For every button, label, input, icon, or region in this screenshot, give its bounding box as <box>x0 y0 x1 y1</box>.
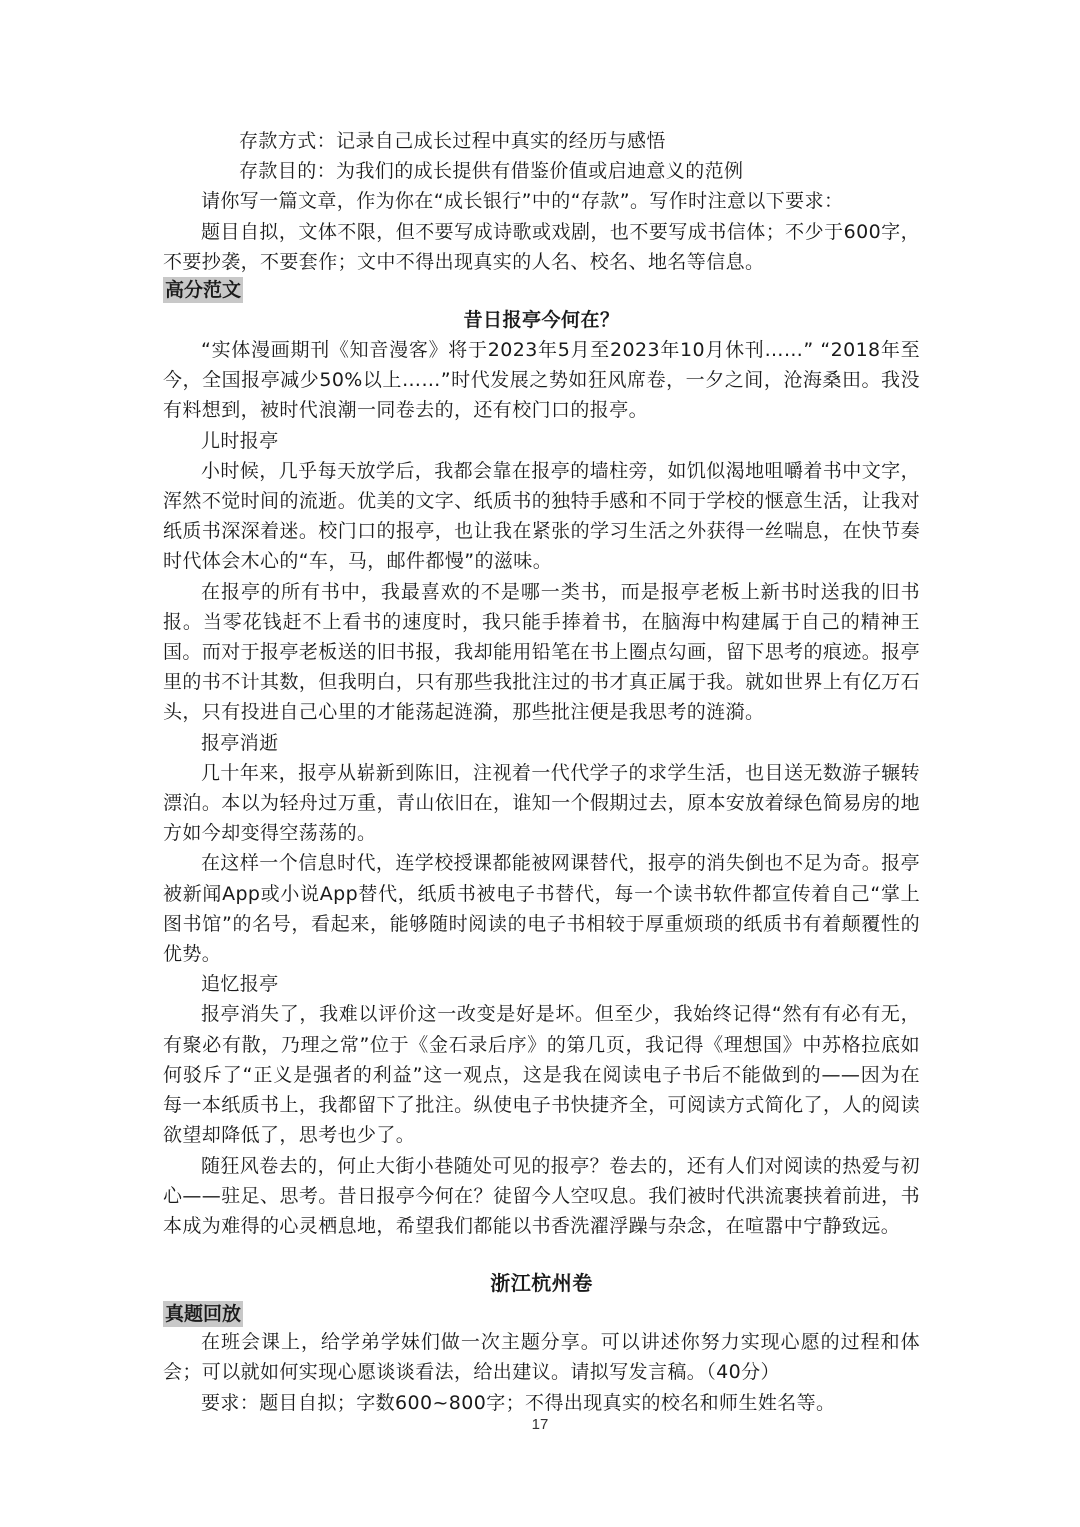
essay-paragraph: “实体漫画期刊《知音漫客》将于2023年5月至2023年10月休刊……” “2018年至今，全国报亭减少50%以上……”时代发展之势如狂风席卷，一夕之间，沧海桑田。我没有料想到，被时代浪潮一同卷去的，还有校门口的报亭。 <box>163 339 920 422</box>
exam-review-label-row <box>163 1301 920 1327</box>
prompt-requirements: 题目自拟，文体不限，但不要写成诗歌或戏剧，也不要写成书信体；不少于600字，不要抄袭，不要套作；文中不得出现真实的人名、校名、地名等信息。 <box>163 220 920 273</box>
essay-paragraph: 在这样一个信息时代，连学校授课都能被网课替代，报亭的消失倒也不足为奇。报亭被新闻App或小说App替代，纸质书被电子书替代，每一个读书软件都宣传着自己“掌上图书馆”的名号，看起来，能够随时阅读的电子书相较于厚重烦琐的纸质书有着颠覆性的优势。 <box>163 852 920 966</box>
essay-title: 昔日报亭今何在？ <box>463 309 620 332</box>
essay-subheading: 追忆报亭 <box>201 973 279 996</box>
deposit-method-line: 存款方式：记录自己成长过程中真实的经历与感悟 <box>239 130 666 152</box>
essay-paragraph: 在报亭的所有书中，我最喜欢的不是哪一类书，而是报亭老板上新书时送我的旧书报。当零花钱赶不上看书的速度时，我只能手捧着书，在脑海中构建属于自己的精神王国。而对于报亭老板送的旧书报，我却能用铅笔在书上圈点勾画，留下思考的痕迹。报亭里的书不计其数，但我明白，只有那些我批注过的书才真正属于我。就如世界上有亿万石头，只有投进自己心里的才能荡起涟漪，那些批注便是我思考的涟漪。 <box>163 580 920 724</box>
section-title: 浙江杭州卷 <box>490 1271 593 1296</box>
exam-prompt: 在班会课上，给学弟学妹们做一次主题分享。可以讲述你努力实现心愿的过程和体会；可以就如何实现心愿谈谈看法，给出建议。请拟写发言稿。（40分） <box>163 1331 920 1384</box>
prompt-instruction: 请你写一篇文章，作为你在“成长银行”中的“存款”。写作时注意以下要求： <box>201 190 844 213</box>
essay-paragraph: 报亭消失了，我难以评价这一改变是好是坏。但至少，我始终记得“然有有必有无，有聚必有散，乃理之常”位于《金石录后序》的第几页，我记得《理想国》中苏格拉底如何驳斥了“正义是强者的利益”这一观点，这是我在阅读电子书后不能做到的——因为在每一本纸质书上，我都留下了批注。纵使电子书快捷齐全，可阅读方式简化了，人的阅读欲望却降低了，思考也少了。 <box>163 1003 920 1147</box>
deposit-purpose-line: 存款目的：为我们的成长提供有借鉴价值或启迪意义的范例 <box>239 160 744 183</box>
exam-requirements: 要求：题目自拟；字数600~800字；不得出现真实的校名和师生姓名等。 <box>201 1391 836 1414</box>
model-essay-label: 高分范文 <box>165 279 242 302</box>
essay-subheading: 报亭消逝 <box>201 731 279 754</box>
exam-review-label: 真题回放 <box>165 1303 242 1326</box>
essay-paragraph: 几十年来，报亭从崭新到陈旧，注视着一代代学子的求学生活，也目送无数游子辗转漂泊。本以为轻舟过万重，青山依旧在，谁知一个假期过去，原本安放着绿色简易房的地方如今却变得空荡荡的。 <box>163 761 920 845</box>
essay-paragraph: 小时候，几乎每天放学后，我都会靠在报亭的墙柱旁，如饥似渴地咀嚼着书中文字，浑然不觉时间的流逝。优美的文字、纸质书的独特手感和不同于学校的惬意生活，让我对纸质书深深着迷。校门口的报亭，也让我在紧张的学习生活之外获得一丝喘息，在快节奏时代体会木心的“车，马，邮件都慢”的滋味。 <box>163 459 920 573</box>
essay-paragraph: 随狂风卷去的，何止大街小巷随处可见的报亭？卷去的，还有人们对阅读的热爱与初心——驻足、思考。昔日报亭今何在？徒留今人空叹息。我们被时代洪流裹挟着前进，书本成为难得的心灵栖息地，希望我们都能以书香洗濯浮躁与杂念，在喧嚣中宁静致远。 <box>163 1154 920 1237</box>
page-content <box>163 126 920 1418</box>
page-number: 17 <box>531 1416 549 1433</box>
essay-subheading: 儿时报亭 <box>201 429 279 452</box>
model-essay-label-row <box>163 277 920 303</box>
